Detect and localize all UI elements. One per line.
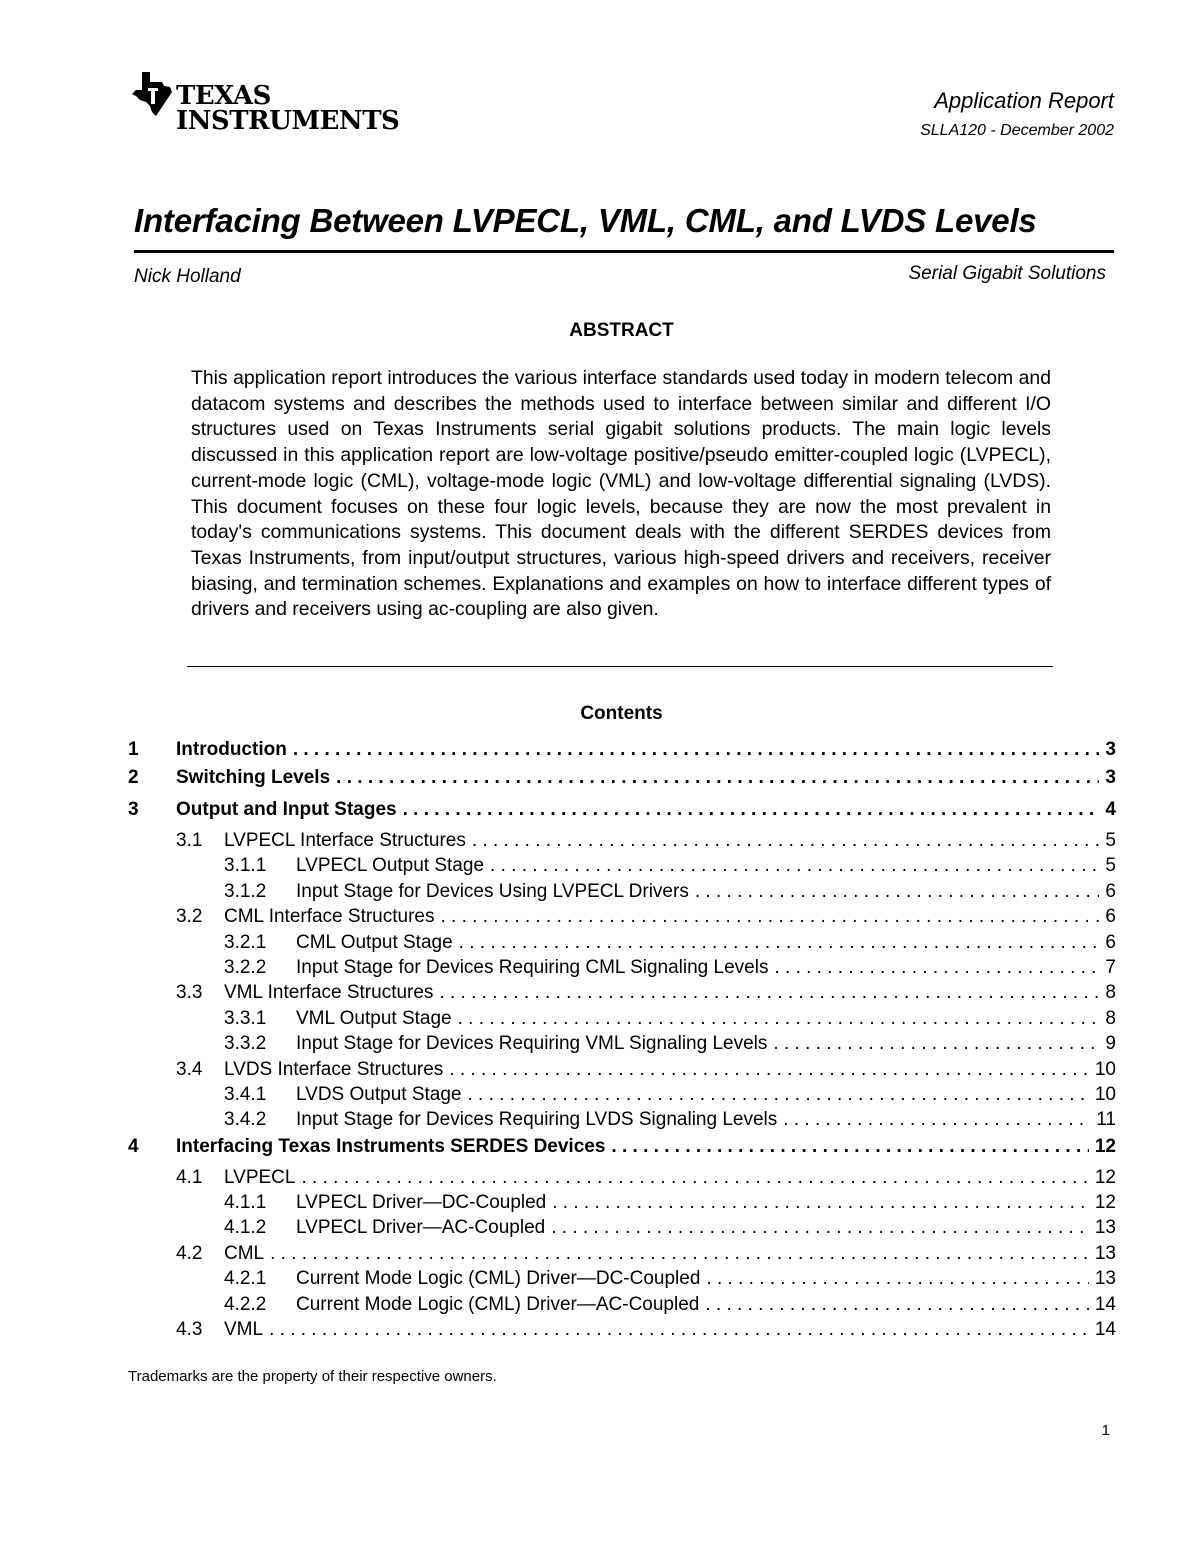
toc-entry[interactable] xyxy=(128,796,1116,828)
toc-entry-page: 10 xyxy=(1094,1083,1116,1105)
toc-entry-number: 3.4 xyxy=(176,1058,203,1080)
toc-dot-leader xyxy=(269,1317,1089,1342)
toc-entry[interactable] xyxy=(128,1292,1116,1317)
toc-entry[interactable] xyxy=(128,1133,1116,1165)
report-id: SLLA120 - December 2002 xyxy=(920,122,1114,139)
toc-dot-leader xyxy=(705,1292,1089,1317)
toc-entry[interactable] xyxy=(128,736,1116,764)
toc-dot-leader xyxy=(449,1057,1089,1082)
toc-entry-number: 4.1.2 xyxy=(224,1217,267,1239)
toc-entry-number: 3.4.1 xyxy=(224,1083,267,1105)
toc-entry-page: 5 xyxy=(1105,855,1116,877)
abstract-divider xyxy=(187,666,1053,667)
toc-entry-number: 3 xyxy=(128,799,139,820)
toc-entry-title: Current Mode Logic (CML) Driver—AC-Coupled xyxy=(296,1293,700,1315)
ti-logo xyxy=(128,70,400,145)
logo-wordmark xyxy=(176,81,400,136)
toc-entry-title: VML Output Stage xyxy=(296,1007,452,1029)
toc-entry-page: 12 xyxy=(1094,1135,1116,1157)
toc-entry-title: Current Mode Logic (CML) Driver—DC-Coupled xyxy=(296,1268,701,1290)
toc-entry-title: LVPECL Output Stage xyxy=(296,855,485,877)
toc-dot-leader xyxy=(459,930,1100,955)
toc-entry-title: VML xyxy=(224,1319,264,1341)
toc-entry[interactable] xyxy=(128,930,1116,955)
toc-entry-title: CML xyxy=(224,1242,265,1264)
toc-entry-number: 3.2.1 xyxy=(224,931,267,953)
toc-entry[interactable] xyxy=(128,1006,1116,1031)
table-of-contents xyxy=(128,736,1116,1342)
toc-entry-title: LVPECL Driver—DC-Coupled xyxy=(296,1192,547,1214)
toc-entry-title: Switching Levels xyxy=(176,767,331,788)
toc-entry-title: LVDS Output Stage xyxy=(296,1083,462,1105)
toc-entry-page: 6 xyxy=(1105,880,1116,902)
toc-entry[interactable] xyxy=(128,853,1116,878)
author: Nick Holland xyxy=(134,266,241,287)
toc-entry-page: 14 xyxy=(1094,1319,1116,1341)
toc-entry-page: 5 xyxy=(1105,830,1116,851)
toc-dot-leader xyxy=(706,1266,1088,1291)
toc-entry-title: LVPECL xyxy=(224,1166,296,1188)
toc-entry-title: Introduction xyxy=(176,739,287,760)
abstract-heading: ABSTRACT xyxy=(569,320,674,341)
toc-entry-number: 1 xyxy=(128,739,139,760)
toc-dot-leader xyxy=(293,736,1100,764)
toc-dot-leader xyxy=(440,904,1099,929)
toc-entry[interactable] xyxy=(128,828,1116,853)
toc-entry-page: 8 xyxy=(1105,982,1116,1004)
toc-entry-number: 3.2 xyxy=(176,906,203,928)
toc-entry-title: LVPECL Driver—AC-Coupled xyxy=(296,1217,546,1239)
toc-dot-leader xyxy=(403,796,1100,824)
toc-dot-leader xyxy=(301,1165,1088,1190)
toc-dot-leader xyxy=(695,879,1100,904)
toc-entry-title: Output and Input Stages xyxy=(176,799,397,820)
toc-entry-number: 4 xyxy=(128,1135,139,1157)
toc-entry[interactable] xyxy=(128,1190,1116,1215)
document-title: Interfacing Between LVPECL, VML, CML, and LVDS Levels xyxy=(134,202,1037,239)
page-number: 1 xyxy=(1101,1422,1110,1439)
toc-entry-page: 8 xyxy=(1105,1007,1116,1029)
toc-entry[interactable] xyxy=(128,980,1116,1005)
toc-entry[interactable] xyxy=(128,879,1116,904)
toc-entry-number: 3.3.2 xyxy=(224,1033,267,1055)
toc-entry-number: 4.2 xyxy=(176,1242,203,1264)
toc-entry[interactable] xyxy=(128,1317,1116,1342)
toc-entry-number: 4.1 xyxy=(176,1166,203,1188)
toc-dot-leader xyxy=(490,853,1099,878)
texas-state-logo-icon xyxy=(128,70,176,118)
toc-entry[interactable] xyxy=(128,1107,1116,1132)
toc-entry[interactable] xyxy=(128,904,1116,929)
toc-entry-page: 13 xyxy=(1094,1268,1116,1290)
report-type: Application Report xyxy=(934,88,1114,113)
toc-entry-title: Input Stage for Devices Requiring LVDS Signaling Levels xyxy=(296,1109,778,1131)
toc-entry-number: 3.2.2 xyxy=(224,956,267,978)
toc-dot-leader xyxy=(611,1133,1088,1161)
logo-line-1: TEXAS xyxy=(176,81,271,111)
toc-entry[interactable] xyxy=(128,1031,1116,1056)
toc-entry-title: Interfacing Texas Instruments SERDES Devices xyxy=(176,1135,606,1157)
toc-entry-number: 3.4.2 xyxy=(224,1109,267,1131)
toc-entry-title: Input Stage for Devices Requiring CML Signaling Levels xyxy=(296,956,769,978)
toc-dot-leader xyxy=(472,828,1100,853)
toc-dot-leader xyxy=(774,955,1099,980)
toc-entry-title: CML Interface Structures xyxy=(224,906,435,928)
toc-entry-number: 3.1.1 xyxy=(224,855,267,877)
toc-entry-title: Input Stage for Devices Using LVPECL Drivers xyxy=(296,880,689,902)
toc-entry-title: VML Interface Structures xyxy=(224,982,434,1004)
toc-dot-leader xyxy=(336,764,1099,792)
toc-entry-page: 6 xyxy=(1105,931,1116,953)
toc-entry-number: 4.3 xyxy=(176,1319,203,1341)
toc-entry-number: 3.3.1 xyxy=(224,1007,267,1029)
toc-entry-title: CML Output Stage xyxy=(296,931,453,953)
toc-entry[interactable] xyxy=(128,1057,1116,1082)
toc-entry-number: 2 xyxy=(128,767,139,788)
toc-entry-page: 3 xyxy=(1105,767,1116,788)
title-divider xyxy=(134,250,1114,253)
toc-entry[interactable] xyxy=(128,1165,1116,1190)
toc-entry[interactable] xyxy=(128,1266,1116,1291)
toc-entry-number: 3.1 xyxy=(176,830,203,851)
toc-entry[interactable] xyxy=(128,764,1116,796)
toc-entry-title: LVPECL Interface Structures xyxy=(224,830,466,851)
toc-entry-page: 3 xyxy=(1105,739,1116,760)
toc-entry-page: 9 xyxy=(1105,1033,1116,1055)
toc-entry[interactable] xyxy=(128,1082,1116,1107)
toc-entry-title: Input Stage for Devices Requiring VML Signaling Levels xyxy=(296,1033,768,1055)
toc-dot-leader xyxy=(551,1215,1089,1240)
toc-entry-number: 3.1.2 xyxy=(224,880,267,902)
toc-entry-number: 3.3 xyxy=(176,982,203,1004)
toc-entry[interactable] xyxy=(128,1241,1116,1266)
toc-entry-page: 13 xyxy=(1094,1242,1116,1264)
toc-entry-number: 4.2.2 xyxy=(224,1293,267,1315)
logo-line-2: INSTRUMENTS xyxy=(176,106,400,136)
toc-entry[interactable] xyxy=(128,955,1116,980)
toc-entry-number: 4.1.1 xyxy=(224,1192,267,1214)
toc-entry-page: 6 xyxy=(1105,906,1116,928)
toc-entry-page: 14 xyxy=(1094,1293,1116,1315)
toc-entry-page: 12 xyxy=(1094,1166,1116,1188)
toc-entry-page: 13 xyxy=(1094,1217,1116,1239)
toc-entry-page: 7 xyxy=(1105,956,1116,978)
author-group: Serial Gigabit Solutions xyxy=(908,263,1106,284)
toc-dot-leader xyxy=(458,1006,1100,1031)
toc-entry-page: 11 xyxy=(1096,1109,1116,1131)
toc-entry-page: 4 xyxy=(1105,799,1116,820)
toc-entry-number: 4.2.1 xyxy=(224,1268,267,1290)
toc-entry-title: LVDS Interface Structures xyxy=(224,1058,444,1080)
toc-dot-leader xyxy=(439,980,1099,1005)
toc-entry-page: 12 xyxy=(1094,1192,1116,1214)
contents-heading: Contents xyxy=(580,703,663,724)
abstract-body: This application report introduces the various interface standards used today in modern telecom and datacom systems and describes the methods used to interface between similar and different I/O structures used on Texas Instruments serial gigabit solutions products. The main logic levels discussed in this application report are low-voltage positive/pseudo emitter-coupled logic (LVPECL), current-mode logic (CML), voltage-mode logic (VML) and low-voltage differential signaling (LVDS). This document focuses on these four logic levels, because they are now the most prevalent in today's communications systems. This document deals with the different SERDES devices from Texas Instruments, from input/output structures, various high-speed drivers and receivers, receiver biasing, and termination schemes. Explanations and examples on how to interface different types of drivers and receivers using ac-coupling are also given. xyxy=(191,367,1051,621)
toc-dot-leader xyxy=(783,1107,1090,1132)
toc-dot-leader xyxy=(270,1241,1089,1266)
toc-dot-leader xyxy=(552,1190,1089,1215)
toc-entry[interactable] xyxy=(128,1215,1116,1240)
toc-dot-leader xyxy=(467,1082,1088,1107)
toc-dot-leader xyxy=(773,1031,1099,1056)
trademark-notice: Trademarks are the property of their respective owners. xyxy=(128,1368,497,1385)
toc-entry-page: 10 xyxy=(1094,1058,1116,1080)
